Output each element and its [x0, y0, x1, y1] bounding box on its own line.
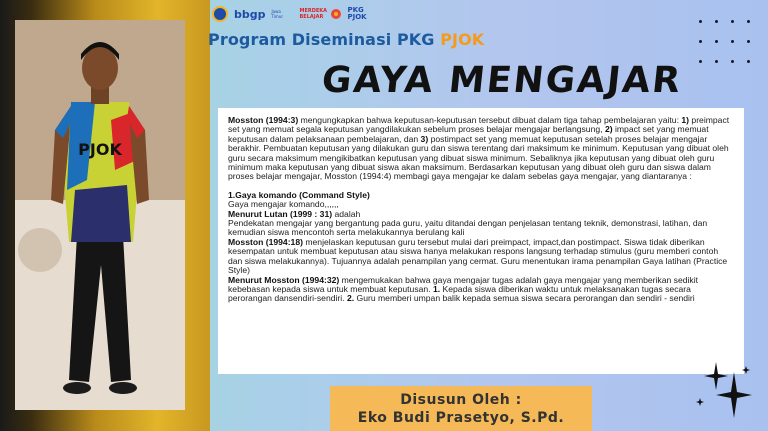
- dot: [731, 40, 734, 43]
- dot: [699, 20, 702, 23]
- dot: [715, 60, 718, 63]
- program-title-prefix: Program Diseminasi PKG: [208, 30, 435, 49]
- dot: [715, 20, 718, 23]
- mosston-32-paragraph: [228, 276, 734, 304]
- presenter-photo: [15, 20, 185, 410]
- sparkle-small-icon: [742, 366, 750, 374]
- header-logos: [212, 6, 367, 22]
- text: mengemukakan bahwa gaya mengajar tugas adalah gaya mengajar yang memberikan sedikit kebebasan kepada siswa untuk membuat keputusan.: [228, 274, 699, 294]
- dot: [747, 60, 750, 63]
- jersey-text: PJOK: [78, 140, 122, 159]
- num: 2): [604, 124, 613, 135]
- pkg-logo-icon: [330, 8, 342, 20]
- logo-pkg: [348, 7, 367, 21]
- dot: [699, 60, 702, 63]
- dot: [731, 60, 734, 63]
- text: preimpact set yang memuat segala keputusan yangdilakukan sebelum proses belajar mengajar berlangsung,: [228, 115, 730, 135]
- kemdikbud-logo-icon: [212, 6, 228, 22]
- text: Guru memberi umpan balik kepada semua siswa secara perorangan dan sendiri - sendiri: [354, 293, 695, 304]
- ref-mosston-1994-32: Menurut Mosston (1994:32): [228, 274, 340, 285]
- sparkle-small-icon: [696, 398, 704, 406]
- dot: [731, 20, 734, 23]
- ref-lutan: Menurut Lutan (1999 : 31): [228, 208, 333, 219]
- text: mengungkapkan bahwa keputusan-keputusan tersebut dibuat dalam tiga tahap pembelajaran yaitu:: [298, 115, 682, 125]
- num: 3): [420, 133, 429, 144]
- command-style-description: Pendekatan mengajar yang bergantung pada guru, yaitu ditandai dengan penjelasan tentang teknik, demonstrasi, latihan, dan kemudian siswa mencontoh serta melakukannya berulang kali: [228, 218, 708, 238]
- text: postimpact set yang memuat keputusan setelah proses belajar mengajar berakhir. Pembuatan keputusan yang dilakukan guru dan siswa terentang dari maksimum ke minimum. Keputusan yang dibuat oleh guru secara maksimum mengikibatkan keputusan yang dibuat siswa minimum. Sebaliknya jika keputusan yang dibuat oleh guru minimum maka keputusan yang dibuat siswa akan maksimum. Berdasarkan keputusan yang dibuat oleh guru dan siswa dalam proses belajar mengajar, Mosston (1994:4) membagi gaya mengajar ke dalam sebelas gaya mengajar, yang diantaranya :: [228, 133, 729, 182]
- text: menjelaskan keputusan guru tersebut mulai dari preimpact, impact,dan postimpact. Siswa tidak diberikan kesempatan untuk membuat keputusan atau siswa hanya melakukan respons langsung terhadap stimulus (guru memberi contoh dan siswa melakukannya). Tujuannya adalah penampilan yang cermat. Guru menentukan irama penampilan Gaya latihan (Practice Style): [228, 236, 728, 276]
- intro-paragraph: [228, 116, 734, 182]
- ref-mosston-1994-3: Mosston (1994:3): [228, 115, 299, 125]
- dot: [699, 40, 702, 43]
- command-style-line: Gaya mengajar komando,,,,,,: [228, 199, 339, 210]
- dot: [747, 20, 750, 23]
- num: 1): [681, 115, 690, 125]
- presenter-figure-icon: [15, 20, 185, 410]
- text: Kepada siswa diberikan waktu untuk melaksanakan tugas secara perorangan dansendiri-sendiri.: [228, 283, 691, 304]
- author-name: Eko Budi Prasetyo, S.Pd.: [357, 410, 565, 426]
- mosston-18-paragraph: [228, 238, 734, 276]
- author-box: [330, 386, 592, 431]
- main-title: GAYA MENGAJAR: [319, 60, 685, 101]
- logo-merdeka-belajar: MERDEKA BELAJAR: [299, 8, 328, 20]
- num: 1.: [432, 283, 441, 294]
- logo-pkg-bottom: PJOK: [347, 13, 367, 21]
- ref-mosston-1994-18: Mosston (1994:18): [228, 236, 303, 247]
- heading-text: 1.Gaya komando (Command Style): [228, 189, 370, 200]
- decorative-dots: [699, 20, 751, 66]
- sparkle-large-icon: [716, 372, 752, 418]
- program-title: [208, 30, 484, 49]
- text: adalah: [332, 208, 361, 219]
- logo-bbgp: bbgp: [234, 7, 266, 21]
- program-title-accent: PJOK: [440, 30, 485, 49]
- text: impact set yang memuat keputusan dalam pelaksanaan pembelajaran, dan: [228, 124, 709, 144]
- content-box: [218, 108, 744, 374]
- logo-pkg-top: PKG: [347, 6, 364, 14]
- num: 2.: [346, 293, 355, 304]
- author-label: Disusun Oleh :: [400, 392, 522, 408]
- logo-bbgp-sub: Jawa Timur: [271, 9, 284, 19]
- dot: [715, 40, 718, 43]
- dot: [747, 40, 750, 43]
